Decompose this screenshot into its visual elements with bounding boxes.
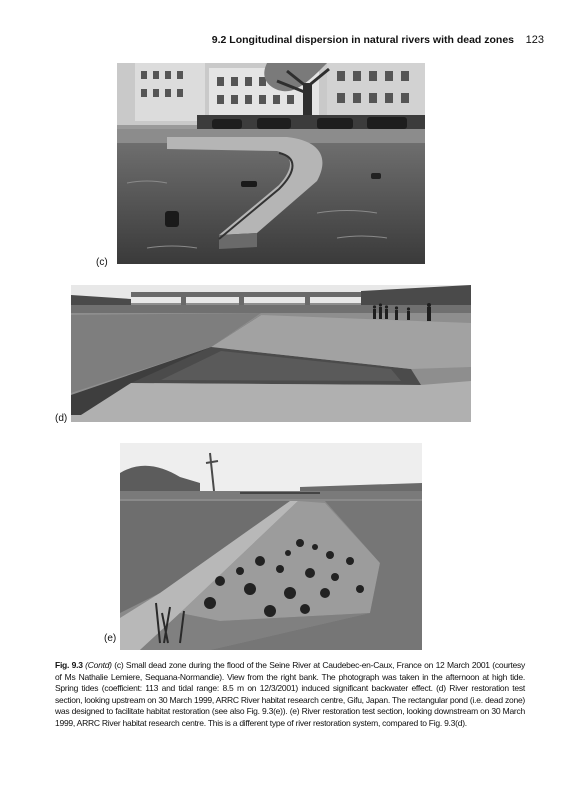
panel-label-c: (c) [96,257,108,268]
panel-label-e: (e) [104,633,117,644]
running-header [196,34,544,50]
figure-contd: (Contd) [85,660,112,670]
figure-caption [55,660,525,730]
section-title: 9.2 Longitudinal dispersion in natural rivers with dead zones [211,34,514,46]
photo-flooded-quay [117,63,425,264]
figure-number: Fig. 9.3 [55,660,83,670]
panel-label-d: (d) [55,413,68,424]
caption-text: (c) Small dead zone during the flood of the Seine River at Caudebec-en-Caux, France on 12 March 2001 (courtesy of Ms Nathalie Lemiere, Sequana-Normandie). View from the right bank. The photograph was taken in the afternoon at high tide. Spring tides (coefficient: 113 and tidal range: 8.5 m on 12/3/2001) induced significant backwater effect. (d) River restoration test section, looking upstream on 30 March 1999, ARRC River habitat research centre, Gifu, Japan. The rectangular pond (i.e. dead zone) was designed to facilitate habitat restoration (see also Fig. 9.3(e)). (e) River restoration test section, looking downstream on 30 March 1999, ARRC River habitat research centre. This is a different type of river restoration system, compared to Fig. 9.3(d). [55,660,525,728]
photo-restoration-channel [120,443,422,650]
photo-rectangular-pond [71,285,471,422]
page-number: 123 [525,34,544,46]
